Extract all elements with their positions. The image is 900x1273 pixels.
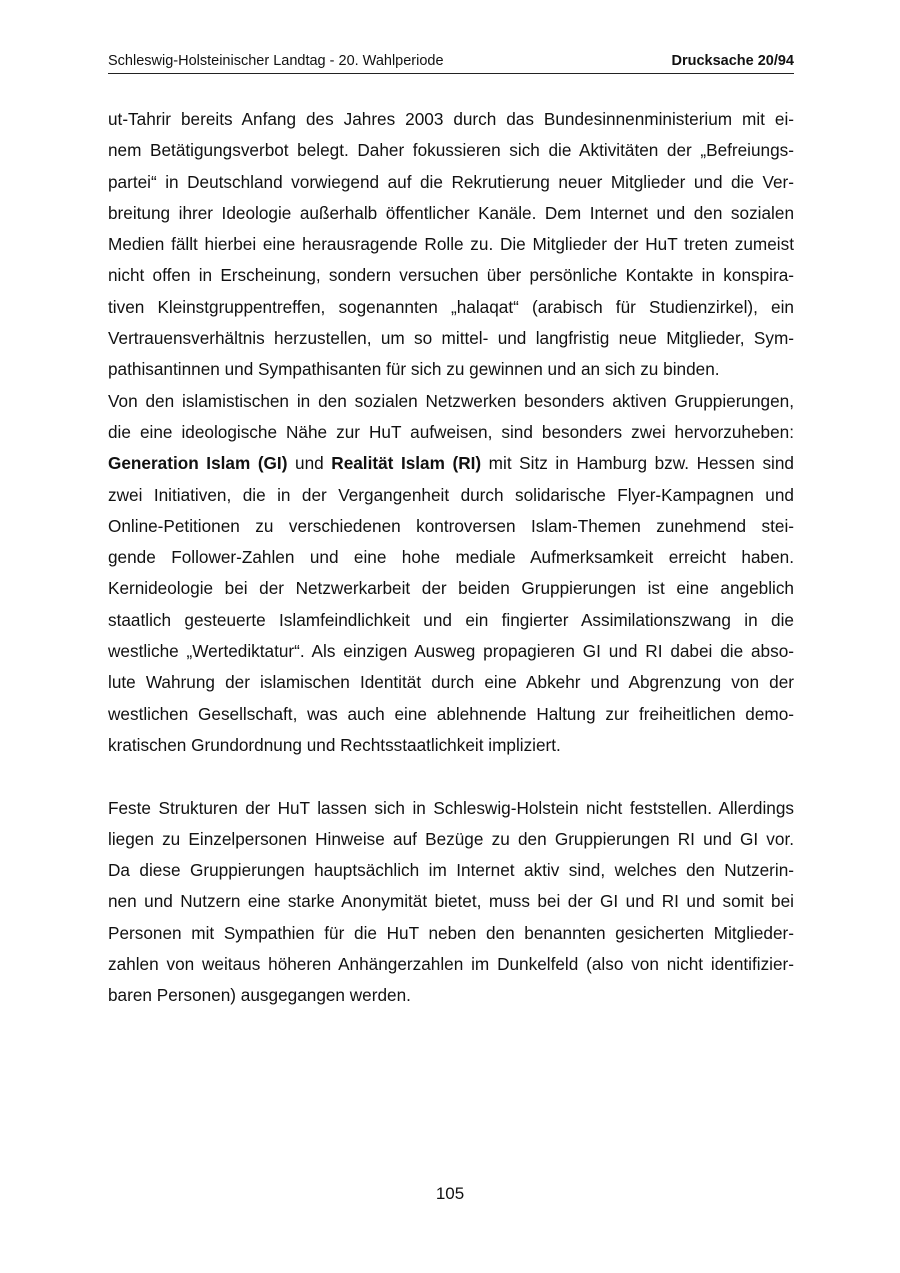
- text-line: zwei Initiativen, die in der Vergangenheit durch solidarische Flyer-Kampagnen und: [108, 484, 794, 505]
- bold-term-realitaet-islam: Realität Islam (RI): [331, 453, 482, 474]
- text-line: liegen zu Einzelpersonen Hinweise auf Bezüge zu den Gruppierungen RI und GI vor.: [108, 828, 794, 849]
- text-line: kratischen Grundordnung und Rechtsstaatlichkeit impliziert.: [108, 734, 561, 755]
- text-line: nicht offen in Erscheinung, sondern versuchen über persönliche Kontakte in konspira-: [108, 265, 794, 286]
- text-line: westliche „Wertediktatur“. Als einzigen Ausweg propagieren GI und RI dabei die abso-: [108, 641, 794, 662]
- paragraph-spacer: [108, 761, 794, 792]
- connector-text: und: [287, 453, 332, 474]
- text-line: Da diese Gruppierungen hauptsächlich im Internet aktiv sind, welches den Nutzerin-: [108, 860, 794, 881]
- paragraph-2: [108, 386, 794, 762]
- text-line: partei“ in Deutschland vorwiegend auf die Rekrutierung neuer Mitglieder und die Ver-: [108, 171, 794, 192]
- body-text: [108, 104, 794, 1012]
- text-line: pathisantinnen und Sympathisanten für sich zu gewinnen und an sich zu binden.: [108, 359, 720, 380]
- page-number: 105: [435, 1184, 465, 1203]
- text-line: breitung ihrer Ideologie außerhalb öffentlicher Kanäle. Dem Internet und den sozialen: [108, 202, 794, 223]
- text-line: zahlen von weitaus höheren Anhängerzahlen im Dunkelfeld (also von nicht identifizier-: [108, 954, 794, 975]
- text-line: westlichen Gesellschaft, was auch eine ablehnende Haltung zur freiheitlichen demo-: [108, 703, 794, 724]
- text-line: Online-Petitionen zu verschiedenen kontroversen Islam-Themen zunehmend stei-: [108, 515, 794, 536]
- text-line: Vertrauensverhältnis herzustellen, um so mittel- und langfristig neue Mitglieder, Sym-: [108, 328, 794, 349]
- text-line: ut-Tahrir bereits Anfang des Jahres 2003 durch das Bundesinnenministerium mit ei-: [108, 109, 794, 129]
- text-line: Von den islamistischen in den sozialen Netzwerken besonders aktiven Gruppierungen,: [108, 390, 794, 411]
- running-header: [108, 52, 794, 74]
- text-line: nen und Nutzern eine starke Anonymität bietet, muss bei der GI und RI und somit bei: [108, 891, 794, 912]
- text-line: baren Personen) ausgegangen werden.: [108, 985, 411, 1006]
- paragraph-3: [108, 793, 794, 1012]
- text-line: tiven Kleinstgruppentreffen, sogenannten „halaqat“ (arabisch für Studienzirkel), ein: [108, 296, 794, 317]
- text-line: staatlich gesteuerte Islamfeindlichkeit und ein fingierter Assimilationszwang in die: [108, 609, 794, 630]
- line-rest: mit Sitz in Hamburg bzw. Hessen sind: [481, 453, 794, 474]
- text-line: nem Betätigungsverbot belegt. Daher fokussieren sich die Aktivitäten der „Befreiungs-: [108, 140, 794, 161]
- text-line-with-bold: [108, 448, 794, 479]
- header-title: Schleswig-Holsteinischer Landtag - 20. Wahlperiode: [108, 53, 444, 69]
- text-line: lute Wahrung der islamischen Identität durch eine Abkehr und Abgrenzung von der: [108, 672, 794, 693]
- bold-term-generation-islam: Generation Islam (GI): [108, 453, 288, 474]
- paragraph-1: [108, 104, 794, 386]
- document-number: Drucksache 20/94: [671, 53, 794, 69]
- text-line: Medien fällt hierbei eine herausragende Rolle zu. Die Mitglieder der HuT treten zumeist: [108, 234, 794, 255]
- text-line: Kernideologie bei der Netzwerkarbeit der beiden Gruppierungen ist eine angeblich: [108, 578, 794, 599]
- text-line: gende Follower-Zahlen und eine hohe mediale Aufmerksamkeit erreicht haben.: [108, 547, 794, 568]
- text-line: die eine ideologische Nähe zur HuT aufweisen, sind besonders zwei hervorzuheben:: [108, 421, 794, 442]
- text-line: Personen mit Sympathien für die HuT neben den benannten gesicherten Mitglieder-: [108, 922, 794, 943]
- text-line: Feste Strukturen der HuT lassen sich in Schleswig-Holstein nicht feststellen. Allerdings: [108, 797, 794, 818]
